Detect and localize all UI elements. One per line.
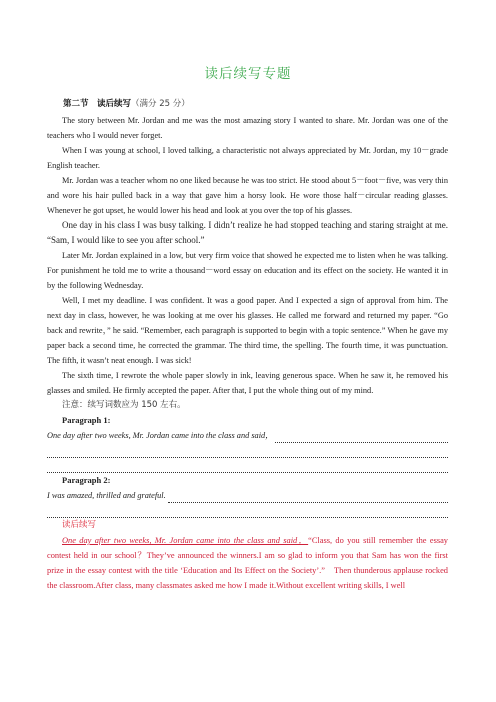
paragraph2-heading: Paragraph 2: — [62, 475, 111, 485]
story-paragraph: Later Mr. Jordan explained in a low, but very firm voice that showed he expected me to listen when he was talking. For punishment he told me to write a thousand－word essay on education and its effect on the society. He wanted it in by the following Wednesday. — [47, 251, 448, 290]
story-paragraph: One day in his class I was busy talking. I didn’t realize he had stopped teaching and staring straight at me. “Sam, I would like to see you after school.” — [47, 220, 448, 245]
writing-line — [47, 503, 448, 518]
paragraph1-heading: Paragraph 1: — [62, 415, 111, 425]
section-score: （满分 25 分） — [131, 99, 190, 109]
story-paragraph: Well, I met my deadline. I was confident. It was a good paper. And I expected a sign of approval from him. The next day in class, however, he was looking at me over his glasses. He called me forward and returned my paper. “Go back and rewrite，” he said. “Remember, each paragraph is supported to begin with a topic sentence.” When he gave my paper back a second time, he corrected the grammar. The third time, the spelling. The fourth time, it was punctuation. The fifth, it wasn’t neat enough. I was sick! — [47, 296, 448, 365]
word-count-note: 注意：续写词数应为 150 左右。 — [62, 400, 186, 410]
story-paragraph: When I was young at school, I loved talking, a characteristic not always appreciated by Mr. Jordan, my 10－grade English teacher. — [47, 146, 448, 170]
sample-answer — [47, 533, 448, 593]
answer-label: 读后续写 — [62, 520, 97, 530]
paragraph2-prompt-line — [47, 488, 448, 503]
section-label: 第二节 读后续写 — [63, 99, 132, 109]
paragraph1-prompt: One day after two weeks, Mr. Jordan came into the class and said， — [47, 431, 274, 440]
document-body — [47, 113, 448, 593]
page-title: 读后续写专题 — [204, 66, 292, 82]
writing-line — [47, 443, 448, 458]
answer-lead: One day after two weeks, Mr. Jordan came into the class and said， — [62, 536, 309, 545]
story-paragraph: The story between Mr. Jordan and me was the most amazing story I wanted to share. Mr. Jordan was one of the teachers who I would never forget. — [47, 116, 448, 140]
section-heading — [63, 97, 190, 109]
paragraph1-prompt-line — [47, 428, 448, 443]
story-paragraph: The sixth time, I rewrote the whole paper slowly in ink, leaving generous space. When he saw it, he removed his glasses and smiled. He firmly accepted the paper. After that, I put the whole thing out of my mind. — [47, 371, 448, 395]
writing-line — [168, 493, 448, 503]
writing-line — [47, 458, 448, 473]
answer-text: “Class, do you still remember the essay contest held in our school？They’ve announced the winners.I am so glad to inform you that Sam has won the first prize in the essay contest with the title ‘Education and Its Effect on the Society’.” Then thunderous applause rocked the classroom.After class, many classmates asked me how I made it.Without excellent writing skills, I well — [47, 536, 448, 590]
paragraph2-prompt: I was amazed, thrilled and grateful. — [47, 491, 166, 500]
writing-line — [275, 433, 448, 443]
story-paragraph: Mr. Jordan was a teacher whom no one liked because he was too strict. He stood about 5－foot－five, was very thin and wore his hair pulled back in a way that gave him a horsy look. He wore those half－circular reading glasses. Whenever he got upset, he would lower his head and look at you over the top of his glasses. — [47, 176, 448, 215]
